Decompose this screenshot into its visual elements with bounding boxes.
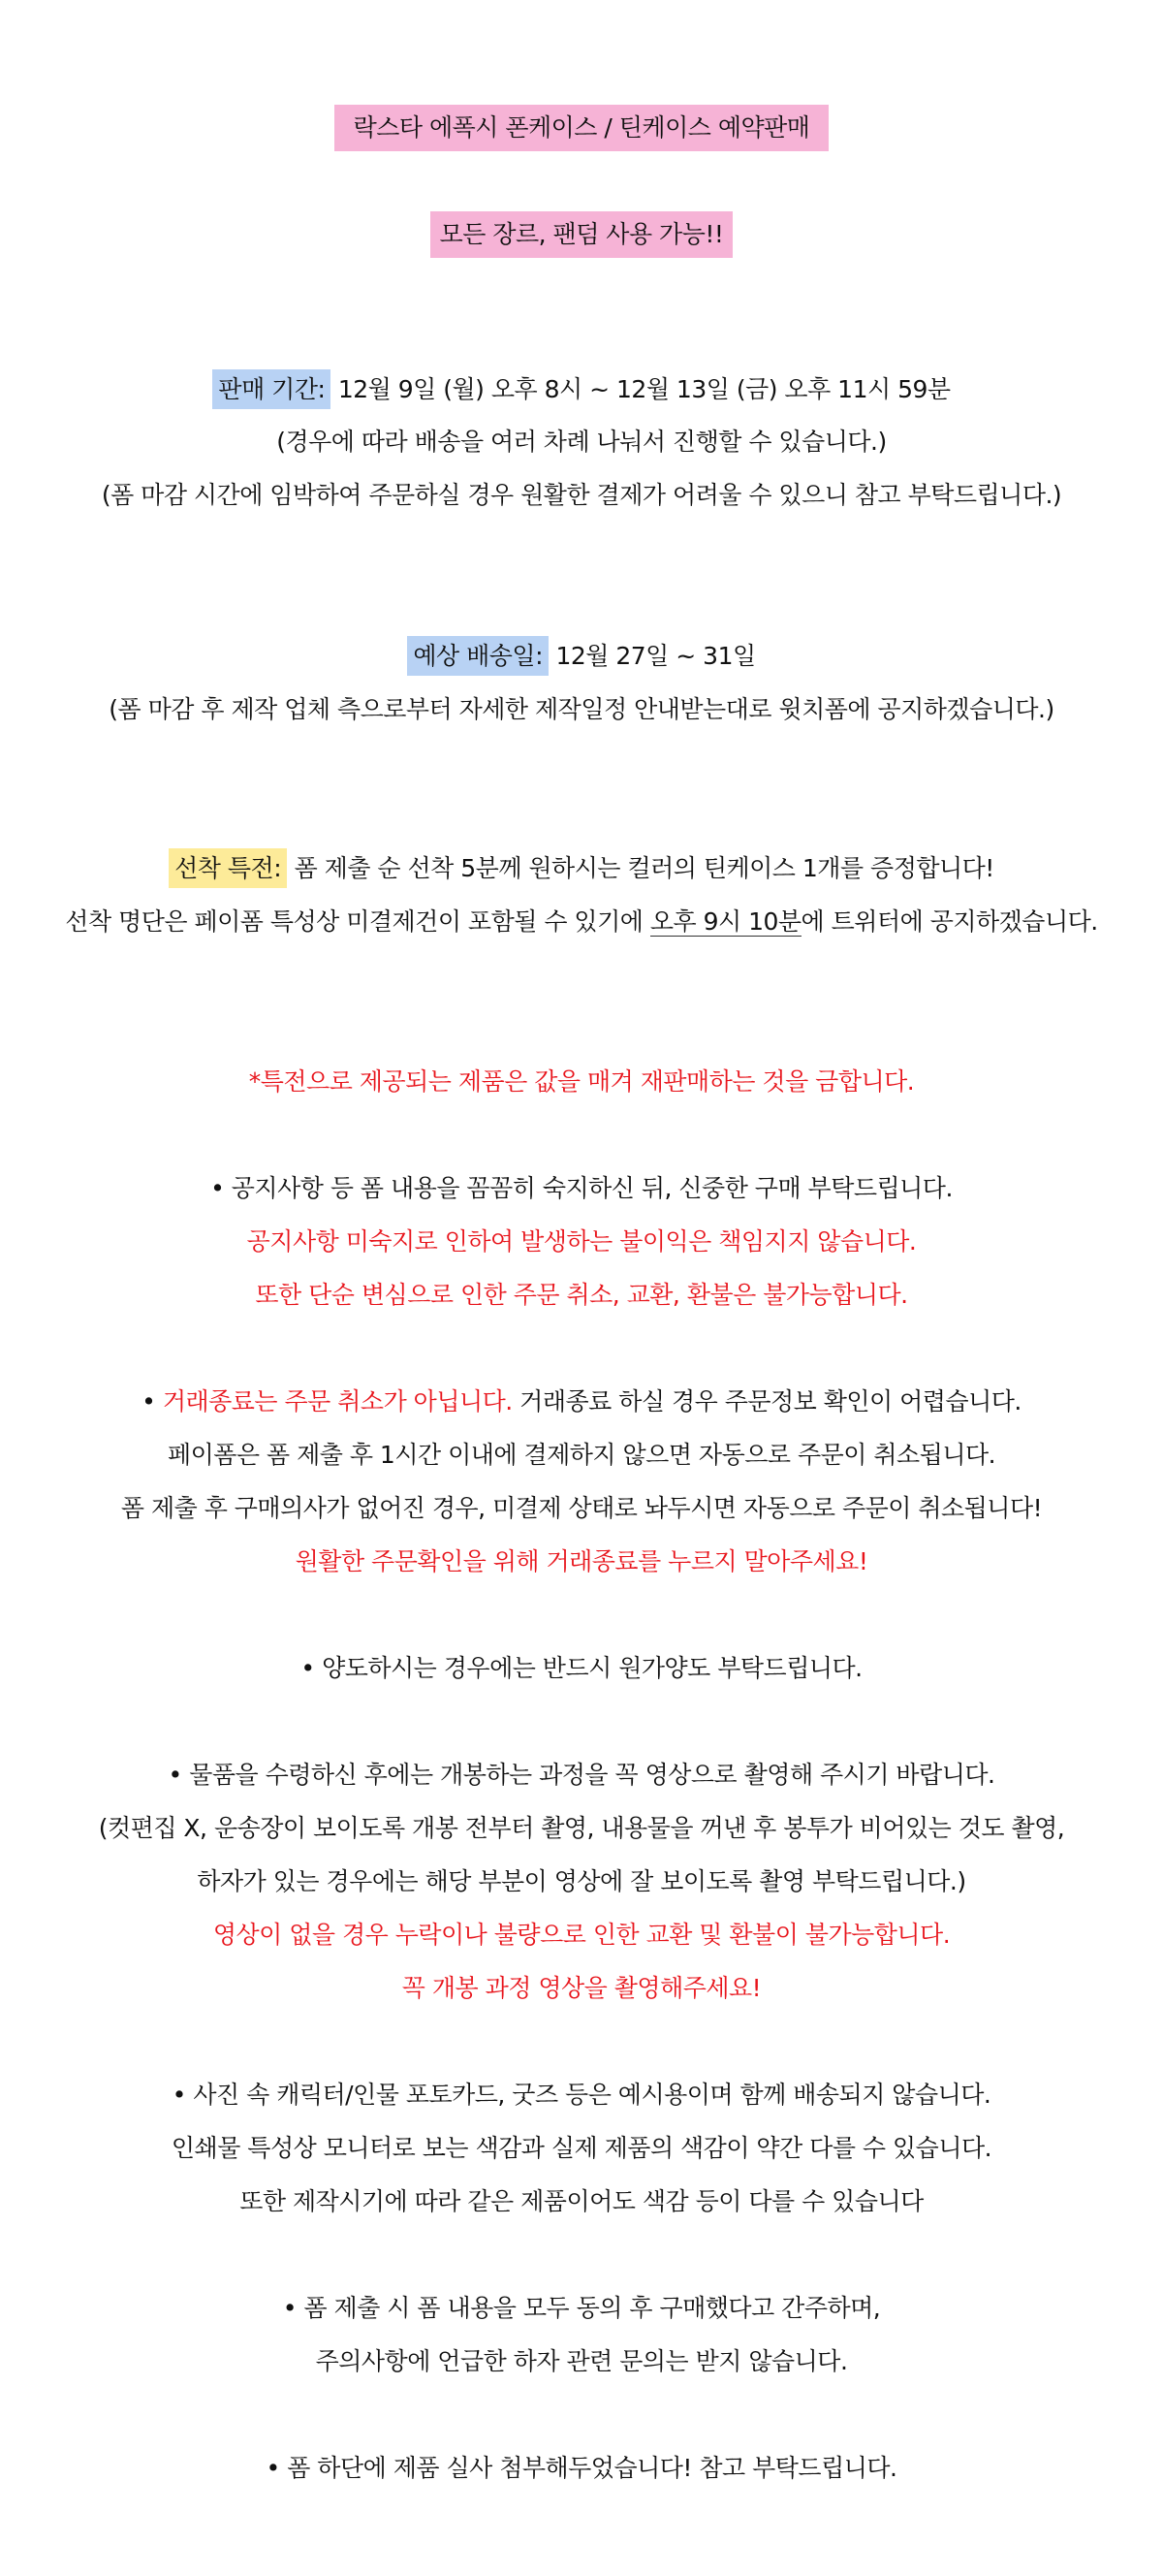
notice-2-row: [0, 1384, 1163, 1419]
title-row: [0, 105, 1163, 151]
notice-2-red-line: 원활한 주문확인을 위해 거래종료를 누르지 말아주세요!: [295, 1547, 868, 1575]
shipping-value: 12월 27일 ~ 31일: [549, 642, 756, 670]
notice-5-line-2: 인쇄물 특성상 모니터로 보는 색감과 실제 제품의 색감이 약간 다를 수 있습니다.: [171, 2134, 992, 2162]
notice-6-line-2: 주의사항에 언급한 하자 관련 문의는 받지 않습니다.: [315, 2347, 848, 2375]
notice-2-red: 거래종료는 주문 취소가 아닙니다.: [162, 1387, 513, 1415]
notice-1-red-1: 공지사항 미숙지로 인하여 발생하는 불이익은 책임지지 않습니다.: [246, 1227, 917, 1256]
notice-4-red-1: 영상이 없을 경우 누락이나 불량으로 인한 교환 및 환불이 불가능합니다.: [212, 1921, 951, 1949]
sale-period-value: 12월 9일 (월) 오후 8시 ~ 12월 13일 (금) 오후 11시 59분: [330, 375, 951, 403]
bonus-row: [0, 851, 1163, 886]
bonus-announce-b: 에 트위터에 공지하겠습니다.: [801, 907, 1098, 936]
notice-5-line-3: 또한 제작시기에 따라 같은 제품이어도 색감 등이 다를 수 있습니다: [239, 2187, 924, 2215]
bonus-announce-a: 선착 명단은 페이폼 특성상 미결제건이 포함될 수 있기에: [65, 907, 650, 936]
notice-2-line-2: 페이폼은 폼 제출 후 1시간 이내에 결제하지 않으면 자동으로 주문이 취소됩니다.: [167, 1441, 996, 1469]
notice-3: • 양도하시는 경우에는 반드시 원가양도 부탁드립니다.: [300, 1654, 863, 1682]
sale-period-note-1: (경우에 따라 배송을 여러 차례 나눠서 진행할 수 있습니다.): [276, 428, 887, 456]
shipping-note: (폼 마감 후 제작 업체 측으로부터 자세한 제작일정 안내받는대로 윗치폼에 공지하겠습니다.): [109, 695, 1054, 723]
resale-warning: *특전으로 제공되는 제품은 값을 매겨 재판매하는 것을 금합니다.: [248, 1067, 915, 1096]
notice-2-rest: 거래종료 하실 경우 주문정보 확인이 어렵습니다.: [512, 1387, 1022, 1415]
sale-period-label: 판매 기간:: [212, 369, 330, 409]
notice-2-line-3: 폼 제출 후 구매의사가 없어진 경우, 미결제 상태로 놔두시면 자동으로 주문이 취소됩니다!: [120, 1494, 1043, 1522]
sale-period-row: [0, 372, 1163, 407]
bonus-announce-row: [0, 905, 1163, 939]
notice-2-bullet: •: [141, 1387, 163, 1415]
sale-period-note-2: (폼 마감 시간에 임박하여 주문하실 경우 원활한 결제가 어려울 수 있으니 참고 부탁드립니다.): [101, 481, 1062, 509]
notice-5-line-1: • 사진 속 캐릭터/인물 포토카드, 굿즈 등은 예시용이며 함께 배송되지 않습니다.: [172, 2081, 991, 2109]
notice-4-line-3: 하자가 있는 경우에는 해당 부분이 영상에 잘 보이도록 촬영 부탁드립니다.): [197, 1867, 966, 1895]
subtitle-row: [0, 211, 1163, 258]
shipping-row: [0, 639, 1163, 674]
page-subtitle: 모든 장르, 팬덤 사용 가능!!: [430, 211, 734, 258]
bonus-label: 선착 특전:: [169, 848, 287, 888]
notice-1-red-2: 또한 단순 변심으로 인한 주문 취소, 교환, 환불은 불가능합니다.: [255, 1281, 908, 1309]
notice-4-line-1: • 물품을 수령하신 후에는 개봉하는 과정을 꼭 영상으로 촬영해 주시기 바랍니다.: [168, 1761, 995, 1789]
notice-4-red-2: 꼭 개봉 과정 영상을 촬영해주세요!: [401, 1974, 762, 2002]
notice-6-line-1: • 폼 제출 시 폼 내용을 모두 동의 후 구매했다고 간주하며,: [282, 2294, 881, 2322]
page-title: 락스타 에폭시 폰케이스 / 틴케이스 예약판매: [334, 105, 830, 151]
bonus-announce-time: 오후 9시 10분: [649, 907, 802, 936]
notice-4-line-2: (컷편집 X, 운송장이 보이도록 개봉 전부터 촬영, 내용물을 꺼낸 후 봉투가 비어있는 것도 촬영,: [98, 1814, 1065, 1842]
shipping-label: 예상 배송일:: [407, 636, 549, 676]
notice-1: • 공지사항 등 폼 내용을 꼼꼼히 숙지하신 뒤, 신중한 구매 부탁드립니다.: [210, 1174, 953, 1202]
bonus-value: 폼 제출 순 선착 5분께 원하시는 컬러의 틴케이스 1개를 증정합니다!: [287, 854, 994, 882]
notice-7: • 폼 하단에 제품 실사 첨부해두었습니다! 참고 부탁드립니다.: [266, 2454, 897, 2482]
